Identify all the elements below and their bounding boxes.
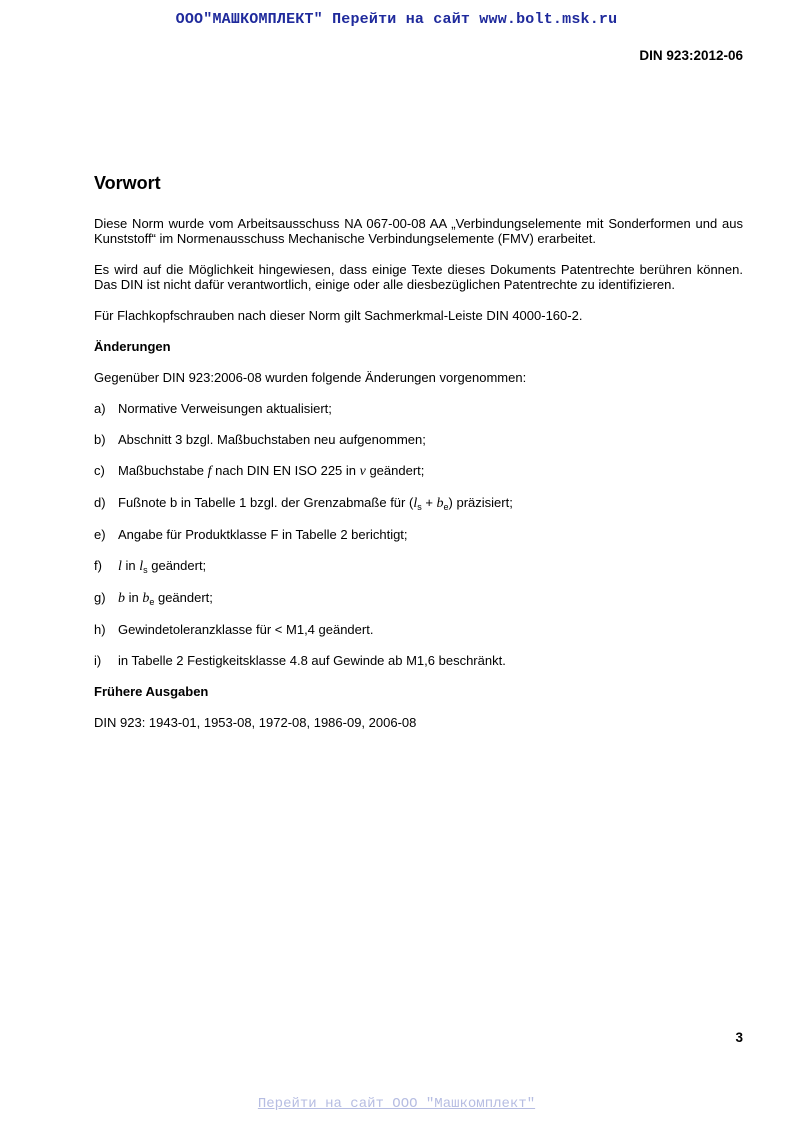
text-run: ) präzisiert; (448, 495, 513, 510)
paragraph-patents: Es wird auf die Möglichkeit hingewiesen, dass einige Texte dieses Dokuments Patentrechte berühren können. Das DIN ist nicht dafür verantwortlich, einige oder alle diesbezüglichen Patentrechte zu identifizieren. (94, 262, 743, 292)
list-label: i) (94, 653, 102, 668)
math-symbol: b (436, 496, 444, 511)
change-item-d (94, 495, 743, 511)
change-item-e (94, 527, 743, 542)
text-run: geändert; (154, 590, 213, 605)
text-run: geändert; (365, 463, 425, 478)
site-link-bottom[interactable]: Перейти на сайт ООО "Машкомплект" (257, 1096, 536, 1112)
text-run: + (421, 495, 437, 510)
document-id: DIN 923:2012-06 (639, 48, 743, 63)
page-number: 3 (735, 1030, 743, 1045)
math-symbol: f (207, 464, 212, 479)
math-symbol: l (413, 496, 418, 511)
site-link-top[interactable]: ООО"МАШКОМПЛЕКТ" Перейти на сайт www.bolt.msk.ru (175, 11, 618, 28)
math-symbol: b (118, 591, 125, 606)
list-label: g) (94, 590, 106, 605)
list-text: Gewindetoleranzklasse für < M1,4 geändert. (118, 622, 374, 637)
list-text: Abschnitt 3 bzgl. Maßbuchstaben neu aufgenommen; (118, 432, 426, 447)
list-text: Normative Verweisungen aktualisiert; (118, 401, 332, 416)
earlier-editions-text: DIN 923: 1943-01, 1953-08, 1972-08, 1986-09, 2006-08 (94, 715, 417, 730)
list-label: c) (94, 463, 105, 478)
earlier-editions-heading: Frühere Ausgaben (94, 684, 209, 699)
list-label: d) (94, 495, 106, 510)
subscript: e (149, 597, 155, 607)
list-label: f) (94, 558, 102, 573)
list-label: a) (94, 401, 106, 416)
math-symbol: l (139, 559, 144, 574)
math-symbol: l (118, 559, 122, 574)
text-run: in (125, 590, 143, 605)
section-title: Vorwort (94, 173, 161, 193)
list-text (118, 590, 743, 606)
subscript: s (417, 502, 422, 512)
list-text (118, 463, 743, 479)
change-item-f (94, 558, 743, 574)
change-item-g (94, 590, 743, 606)
text-run: in (121, 558, 140, 573)
list-label: b) (94, 432, 106, 447)
paragraph-feature-list: Für Flachkopfschrauben nach dieser Norm gilt Sachmerkmal-Leiste DIN 4000-160-2. (94, 308, 583, 323)
text-run: geändert; (147, 558, 207, 573)
text-run: nach DIN EN ISO 225 in (211, 463, 360, 478)
changes-intro: Gegenüber DIN 923:2006-08 wurden folgende Änderungen vorgenommen: (94, 370, 527, 385)
list-label: e) (94, 527, 106, 542)
math-symbol: b (142, 591, 150, 606)
change-item-h (94, 622, 743, 637)
list-text: in Tabelle 2 Festigkeitsklasse 4.8 auf Gewinde ab M1,6 beschränkt. (118, 653, 506, 668)
paragraph-committee: Diese Norm wurde vom Arbeitsausschuss NA 067-00-08 AA „Verbindungselemente mit Sonderformen und aus Kunststoff“ im Normenausschuss Mechanische Verbindungselemente (FMV) erarbeitet. (94, 216, 743, 246)
list-text (118, 495, 743, 511)
changes-heading: Änderungen (94, 339, 171, 354)
subscript: s (143, 565, 148, 575)
list-label: h) (94, 622, 106, 637)
math-symbol: v (359, 464, 366, 479)
change-item-c (94, 463, 743, 479)
change-item-a (94, 401, 743, 416)
subscript: e (443, 502, 449, 512)
text-run: Fußnote b in Tabelle 1 bzgl. der Grenzabmaße für ( (118, 495, 414, 510)
text-run: Maßbuchstabe (118, 463, 208, 478)
list-text (118, 558, 743, 574)
list-text: Angabe für Produktklasse F in Tabelle 2 berichtigt; (118, 527, 408, 542)
change-item-i (94, 653, 743, 668)
change-item-b (94, 432, 743, 447)
page-content (94, 172, 743, 746)
